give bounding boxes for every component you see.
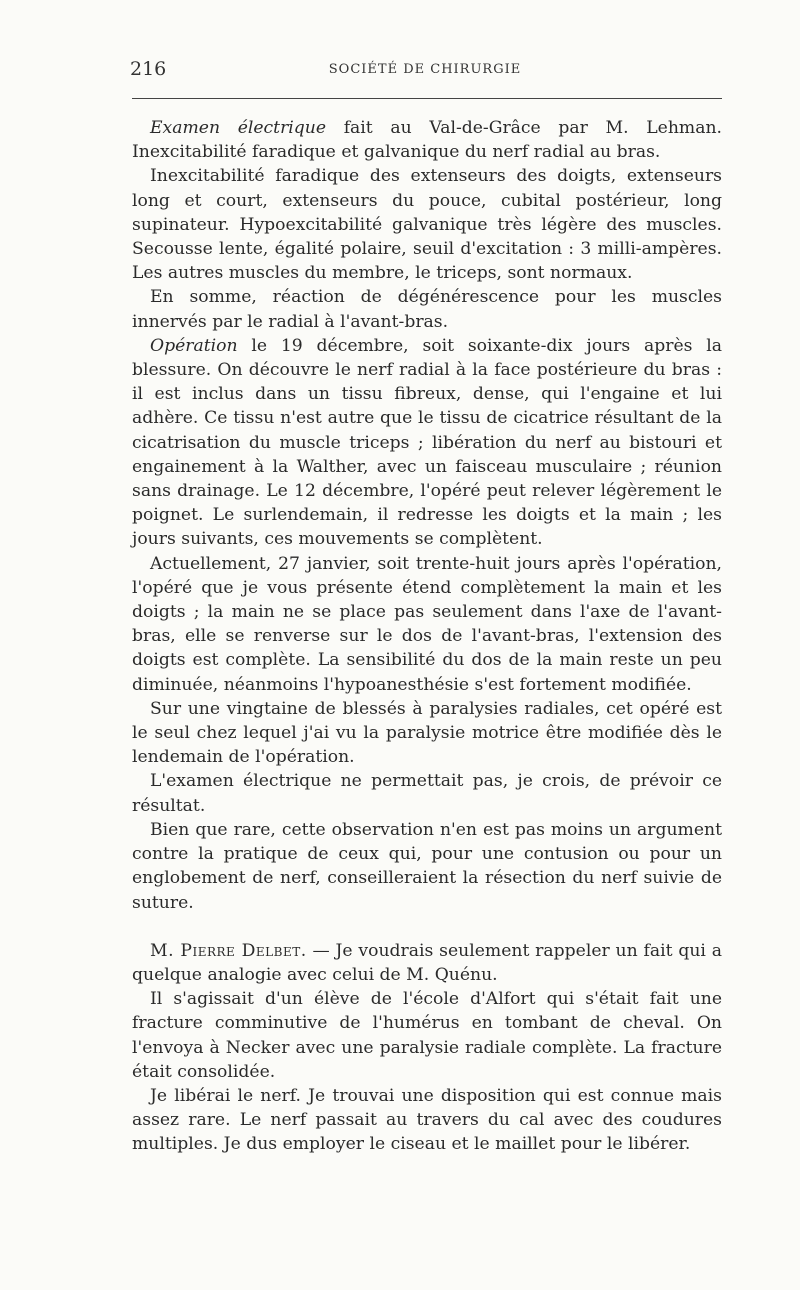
italic-lead: Examen électrique [150,118,327,138]
paragraph: L'examen électrique ne permettait pas, je crois, de prévoir ce résultat. [132,771,722,816]
paragraph-operation [132,334,722,552]
paragraph-delbet [132,939,722,987]
paragraph: Je libérai le nerf. Je trouvai une disposition qui est connue mais assez rare. Le nerf passait au travers du cal avec des coudures multiples. Je dus employer le ciseau et le maillet pour le libérer. [132,1085,722,1155]
header-rule [132,98,722,99]
paragraph: Sur une vingtaine de blessés à paralysies radiales, cet opéré est le seul chez lequel j'ai vu la paralysie motrice être modifiée dès le lendemain de l'opération. [132,698,722,768]
paragraph: Inexcitabilité faradique des extenseurs des doigts, extenseurs long et court, extenseurs du pouce, cubital postérieur, long supinateur. Hypoexcitabilité galvanique très légère des muscles. Secousse lente, égalité polaire, seuil d'excitation : 3 milli-ampères. Les autres muscles du membre, le triceps, sont normaux. [132,166,722,284]
italic-lead: Opération [150,335,238,356]
paragraph: Actuellement, 27 janvier, soit trente-huit jours après l'opération, l'opéré que je vous présente étend complètement la main et les doigts ; la main ne se place pas seulement dans l'axe de l'avant-bras, elle se renverse sur le dos de l'avant-bras, l'extension des doigts est complète. La sensibilité du dos de la main reste un peu diminuée, néanmoins l'hypoanesthésie s'est fortement modifiée. [132,553,722,695]
running-title: SOCIÉTÉ DE CHIRURGIE [328,62,522,77]
speaker-name: M. Pierre Delbet. [150,940,307,961]
paragraph: Il s'agissait d'un élève de l'école d'Alfort qui s'était fait une fracture comminutive de l'humérus en tombant de cheval. On l'envoya à Necker avec une paralysie radiale complète. La fracture était consolidée. [132,989,722,1082]
paragraph-text: fait au Val-de-Grâce par M. Lehman. Inexcitabilité faradique et galvanique du nerf radial au bras. [132,118,722,163]
page-number: 216 [130,58,167,80]
paragraph-text: le 19 décembre, soit soixante-dix jours après la blessure. On découvre le nerf radial à la face postérieure du bras : il est inclus dans un tissu fibreux, dense, qui l'engaine et lui adhère. Ce tissu n'est autre que le tissu de cicatrice résultant de la cicatrisation du muscle triceps ; libération du nerf au bistouri et engainement à la Walther, avec un faisceau musculaire ; réunion sans drainage. Le 12 décembre, l'opéré peut relever légèrement le poignet. Le surlendemain, il redresse les doigts et la main ; les jours suivants, ces mouvements se complètent. [132,335,722,550]
page-header [130,58,720,92]
paragraph: Bien que rare, cette observation n'en est pas moins un argument contre la pratique de ceux qui, pour une contusion ou pour un englobement de nerf, conseilleraient la résection du nerf suivie de suture. [132,819,722,913]
paragraph-text: — Je voudrais seulement rappeler un fait qui a quelque analogie avec celui de M. Quénu. [132,940,722,985]
page-body [132,116,722,1157]
paragraph: En somme, réaction de dégénérescence pour les muscles innervés par le radial à l'avant-bras. [132,287,722,332]
paragraph-examen [132,116,722,164]
